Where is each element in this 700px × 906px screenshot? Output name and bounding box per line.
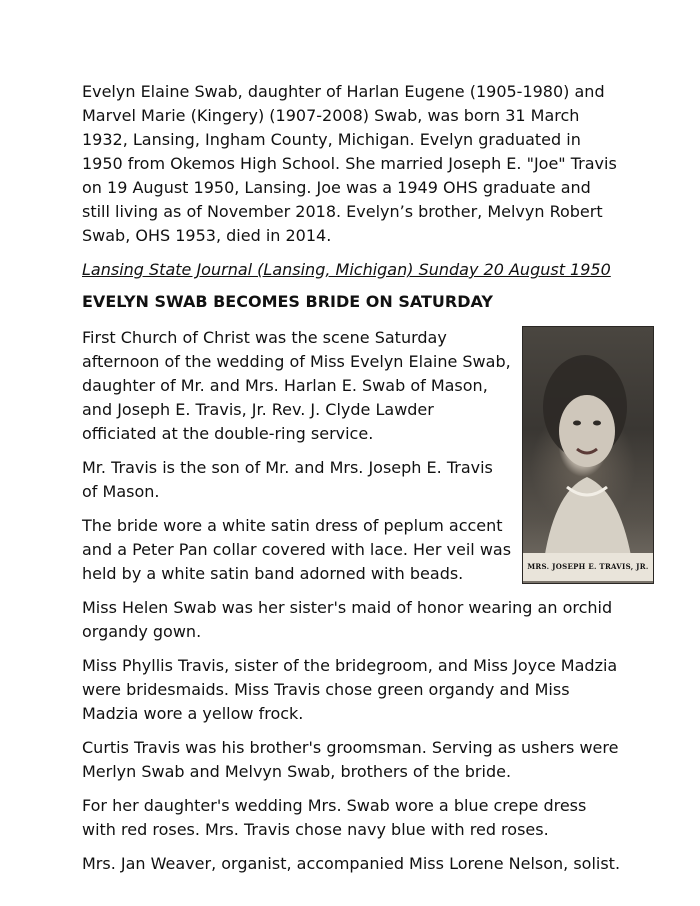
document-page [82, 80, 649, 886]
bride-photo [522, 326, 654, 584]
bride-portrait-image [523, 327, 653, 567]
article-paragraph-6: Curtis Travis was his brother's groomsman. Serving as ushers were Merlyn Swab and Melvyn Swab, brothers of the bride. [82, 738, 619, 781]
newspaper-source: Lansing State Journal (Lansing, Michigan) Sunday 20 August 1950 [82, 260, 611, 279]
article-paragraph-3: The bride wore a white satin dress of peplum accent and a Peter Pan collar covered with lace. Her veil was held by a white satin band adorned with beads. [82, 516, 512, 583]
article-paragraph-2: Mr. Travis is the son of Mr. and Mrs. Joseph E. Travis of Mason. [82, 458, 493, 501]
article-paragraph-7: For her daughter's wedding Mrs. Swab wore a blue crepe dress with red roses. Mrs. Travis chose navy blue with red roses. [82, 796, 587, 839]
article-paragraph-8: Mrs. Jan Weaver, organist, accompanied Miss Lorene Nelson, solist. [82, 854, 621, 873]
intro-paragraph: Evelyn Elaine Swab, daughter of Harlan Eugene (1905-1980) and Marvel Marie (Kingery) (1907-2008) Swab, was born 31 March 1932, Lansing, Ingham County, Michigan. Evelyn graduated in 1950 from Okemos High School. She married Joseph E. "Joe" Travis on 19 August 1950, Lansing. Joe was a 1949 OHS graduate and still living as of November 2018. Evelyn’s brother, Melvyn Robert Swab, OHS 1953, died in 2014. [82, 82, 617, 245]
article-paragraph-5: Miss Phyllis Travis, sister of the bridegroom, and Miss Joyce Madzia were bridesmaids. Miss Travis chose green organdy and Miss Madzia wore a yellow frock. [82, 656, 618, 723]
photo-caption: MRS. JOSEPH E. TRAVIS, JR. [523, 553, 653, 581]
article-paragraph-1-text: First Church of Christ was the scene Saturday afternoon of the wedding of Miss Evelyn Elaine Swab, daughter of Mr. and Mrs. Harlan E. Swab of Mason, and Joseph E. Travis, Jr. Rev. J. Clyde Lawder officiated at the double-ring service. [82, 328, 511, 443]
article-paragraph-4: Miss Helen Swab was her sister's maid of honor wearing an orchid organdy gown. [82, 598, 613, 641]
article-headline: EVELYN SWAB BECOMES BRIDE ON SATURDAY [82, 292, 493, 311]
